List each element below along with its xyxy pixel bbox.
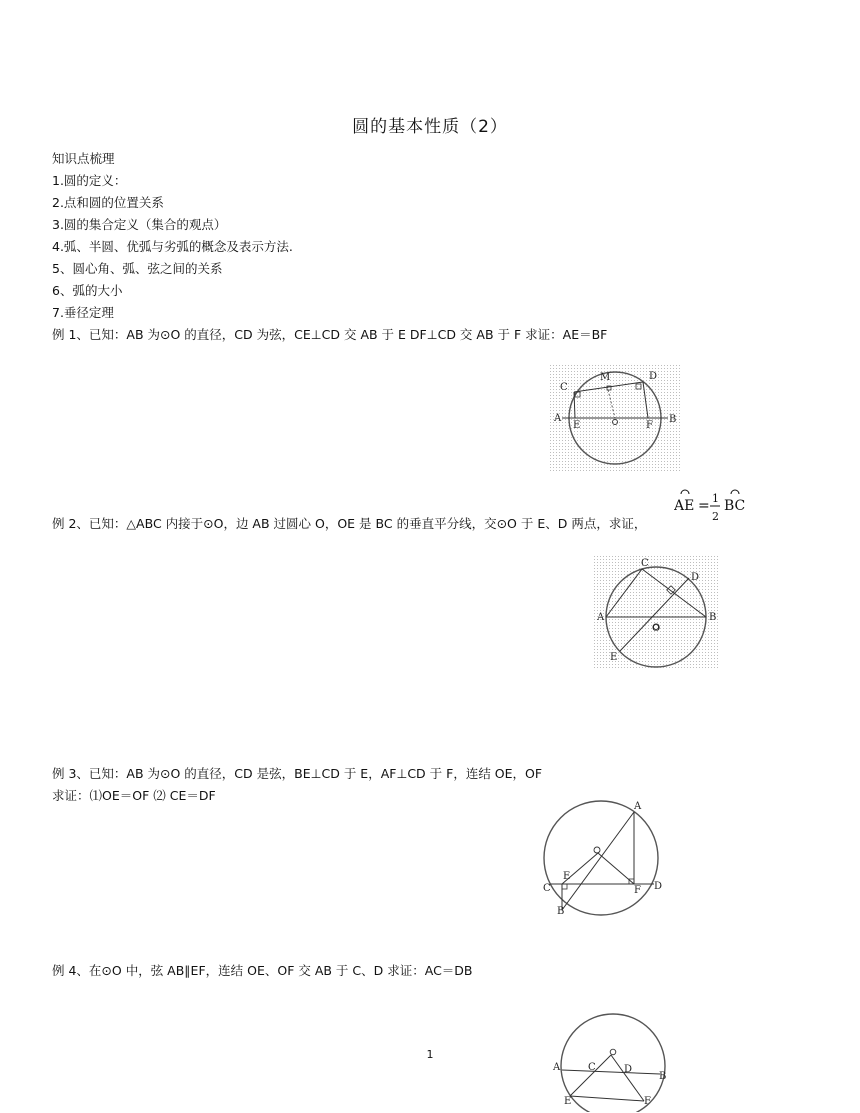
fig1-label-D: D [649,371,658,382]
fig1-label-B: B [669,414,677,425]
fig4-label-D: D [624,1064,633,1075]
formula-denominator: 2 [712,510,719,523]
outline-item: 6、弧的大小 [52,283,123,298]
example-4-text: 例 4、在⊙O 中，弦 AB∥EF，连结 OE、OF 交 AB 于 C、D 求证：AC＝DB [52,963,473,978]
fig4-label-A: A [553,1062,561,1073]
example-3-text: 例 3、已知：AB 为⊙O 的直径，CD 是弦，BE⊥CD 于 E，AF⊥CD 于 F，连结 OE，OF [52,766,543,781]
example-1-text: 例 1、已知：AB 为⊙O 的直径，CD 为弦，CE⊥CD 交 AB 于 E DF⊥CD 交 AB 于 F 求证：AE＝BF [52,327,608,342]
fig2-label-D: D [691,572,700,583]
fig4-label-B: B [659,1071,667,1082]
example-1-figure [550,365,680,471]
formula-equals: = [698,498,710,514]
fig4-label-E: E [564,1096,572,1107]
fig2-label-C: C [641,558,649,569]
outline-item: 5、圆心角、弧、弦之间的关系 [52,261,223,276]
outline-item: 2.点和圆的位置关系 [52,195,164,210]
fig3-label-D: D [654,881,663,892]
fig3-label-F: F [634,885,641,896]
outline-heading: 知识点梳理 [52,151,115,166]
fig3-label-B: B [557,906,565,917]
fig1-label-E: E [573,420,581,431]
example-4-figure [548,1012,672,1112]
outline-item: 4.弧、半圆、优弧与劣弧的概念及表示方法. [52,239,293,254]
fig2-label-A: A [597,612,605,623]
formula-right-arc: BC [724,498,746,514]
fig4-label-C: C [588,1062,596,1073]
example-2-figure [594,556,720,670]
example-3-figure [536,798,670,920]
formula-numerator: 1 [712,492,719,505]
fig4-label-F: F [644,1096,651,1107]
fig1-label-M: M [600,372,611,383]
page-number: 1 [426,1048,434,1061]
page-title: 圆的基本性质（2） [352,117,508,137]
fig1-label-C: C [560,382,568,393]
fig3-label-A: A [634,801,642,812]
fig1-label-A: A [554,413,562,424]
example-2-text: 例 2、已知：△ABC 内接于⊙O，边 AB 过圆心 O，OE 是 BC 的垂直平分线，交⊙O 于 E、D 两点，求证， [52,516,647,531]
outline-item: 3.圆的集合定义（集合的观点） [52,217,227,232]
fig1-label-F: F [646,420,653,431]
outline-item: 1.圆的定义： [52,173,127,188]
fig2-label-O: O [652,623,661,634]
example-3-proof: 求证：⑴OE＝OF ⑵ CE＝DF [52,788,216,803]
fig3-label-E: E [563,871,571,882]
fig2-label-B: B [709,612,717,623]
fig2-label-E: E [610,652,618,663]
fig3-label-C: C [543,883,551,894]
formula-left-arc: AE [674,498,695,514]
example-2-formula [674,484,752,532]
outline-item: 7.垂径定理 [52,305,114,320]
